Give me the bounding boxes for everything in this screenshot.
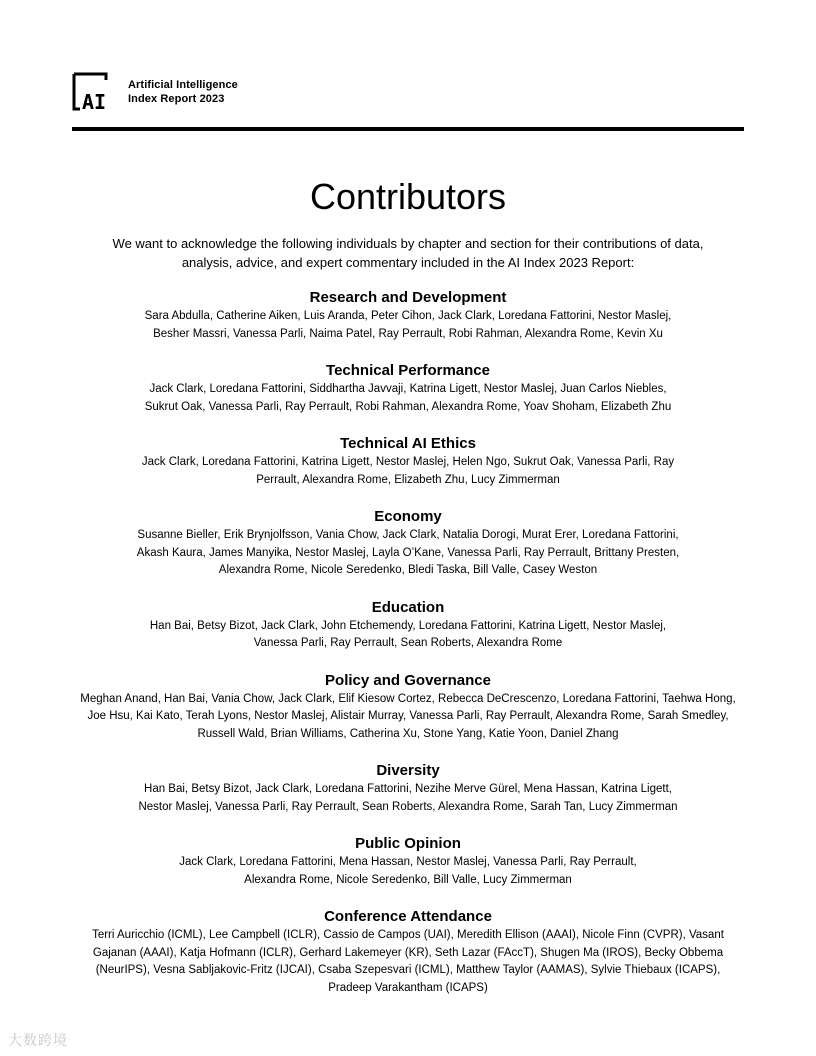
section-technical-ai-ethics [70,434,746,489]
section-conference-attendance [70,907,746,997]
watermark: 大数跨境 [8,1032,68,1048]
section-technical-performance [70,361,746,416]
section-title: Public Opinion [355,835,461,852]
section-title: Technical Performance [326,362,490,379]
section-economy [70,507,746,580]
section-names: Sara Abdulla, Catherine Aiken, Luis Aranda, Peter Cihon, Jack Clark, Loredana Fattorini, Nestor Maslej, Besher Massri, Vanessa Parli, Naima Patel, Ray Perrault, Robi Rahman, Alexandra Rome, Kevin Xu [144,310,672,340]
contributor-sections [70,288,746,1015]
report-header [72,72,238,112]
section-names: Meghan Anand, Han Bai, Vania Chow, Jack Clark, Elif Kiesow Cortez, Rebecca DeCrescenzo, Loredana Fattorini, Taehwa Hong, Joe Hsu, Kai Kato, Terah Lyons, Nestor Maslej, Alistair Murray, Vanessa Parli, Ray Perrault, Alexandra Rome, Sarah Smedley, Russell Wald, Brian Williams, Catherina Xu, Stone Yang, Katie Yoon, Daniel Zhang [80,692,736,740]
section-education [70,598,746,653]
report-title [128,78,238,106]
section-title: Research and Development [309,289,507,306]
report-title-line2: Index Report 2023 [128,93,225,105]
section-names: Susanne Bieller, Erik Brynjolfsson, Vania Chow, Jack Clark, Natalia Dorogi, Murat Erer, Loredana Fattorini, Akash Kaura, James Manyika, Nestor Maslej, Layla O’Kane, Vanessa Parli, Ray Perrault, Brittany Presten, Alexandra Rome, Nicole Seredenko, Bledi Taska, Bill Valle, Casey Weston [136,529,680,576]
section-title: Conference Attendance [324,908,492,925]
section-names: Han Bai, Betsy Bizot, Jack Clark, John Etchemendy, Loredana Fattorini, Katrina Ligett, Nestor Maslej, Vanessa Parli, Ray Perrault, Sean Roberts, Alexandra Rome [149,619,667,649]
section-names: Jack Clark, Loredana Fattorini, Siddhartha Javvaji, Katrina Ligett, Nestor Maslej, Juan Carlos Niebles, Sukrut Oak, Vanessa Parli, Ray Perrault, Robi Rahman, Alexandra Rome, Yoav Shoham, Elizabeth Zhu [144,383,672,413]
intro-paragraph: We want to acknowledge the following individuals by chapter and section for their contributions of data, analysis, advice, and expert commentary included in the AI Index 2023 Report: [112,236,704,270]
section-title: Technical AI Ethics [340,435,476,452]
section-research-and-development [70,288,746,343]
section-policy-and-governance [70,671,746,744]
section-names: Jack Clark, Loredana Fattorini, Mena Hassan, Nestor Maslej, Vanessa Parli, Ray Perrault, Alexandra Rome, Nicole Seredenko, Bill Valle, Lucy Zimmerman [179,856,637,886]
ai-index-logo [72,72,118,112]
section-title: Policy and Governance [325,671,491,689]
header-divider [72,127,744,131]
page-title: Contributors [309,176,507,217]
section-diversity [70,761,746,816]
section-title: Diversity [376,762,440,779]
report-title-line1: Artificial Intelligence [128,79,238,91]
section-title: Education [371,598,445,616]
logo-text: AI [82,90,107,112]
section-title: Economy [374,508,442,525]
section-names: Jack Clark, Loredana Fattorini, Katrina Ligett, Nestor Maslej, Helen Ngo, Sukrut Oak, Vanessa Parli, Ray Perrault, Alexandra Rome, Elizabeth Zhu, Lucy Zimmerman [141,456,675,486]
section-public-opinion [70,834,746,889]
section-names: Terri Auricchio (ICML), Lee Campbell (ICLR), Cassio de Campos (UAI), Meredith Ellison (AAAI), Nicole Finn (CVPR), Vasant Gajanan (AAAI), Katja Hofmann (ICLR), Gerhard Lakemeyer (KR), Seth Lazar (FAccT), Shugen Ma (IROS), Becky Obbema (NeurIPS), Vesna Sabljakovic-Fritz (IJCAI), Csaba Szepesvari (ICML), Matthew Taylor (AAMAS), Sylvie Thiebaux (ICAPS), Pradeep Varakantham (ICAPS) [92,929,724,994]
section-names: Han Bai, Betsy Bizot, Jack Clark, Loredana Fattorini, Nezihe Merve Gürel, Mena Hassan, Katrina Ligett, Nestor Maslej, Vanessa Parli, Ray Perrault, Sean Roberts, Alexandra Rome, Sarah Tan, Lucy Zimmerman [138,783,678,813]
